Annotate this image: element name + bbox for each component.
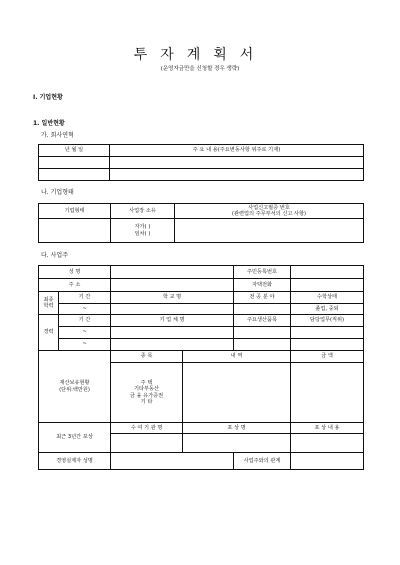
career-duty-value[interactable] [291, 327, 364, 339]
career-period-header: 기 간 [59, 315, 111, 327]
owner-address-label: 주 소 [39, 279, 111, 292]
section-business-owner: 다. 사업주 [41, 252, 68, 259]
award-label: 최근 3년간 포상 [39, 423, 111, 453]
section-company-status: I. 기업현황 [33, 94, 63, 101]
edu-status-value[interactable]: 졸업, 중퇴 [291, 304, 364, 315]
form-col-owner: 사업장 소유 [111, 204, 175, 219]
manager-name-value[interactable] [111, 453, 234, 470]
owner-address-value[interactable] [111, 279, 234, 292]
edu-school-header: 학 교 명 [111, 292, 234, 304]
company-form-table [38, 203, 364, 243]
award-name-value[interactable] [183, 434, 291, 453]
owner-phone-label: 자택전화 [234, 279, 291, 292]
section-general-status: 1. 일반현황 [33, 120, 65, 127]
owner-phone-value[interactable] [291, 279, 364, 292]
assets-item-header: 종 목 [111, 351, 183, 363]
owner-rrn-value[interactable] [291, 266, 364, 279]
owner-name-value[interactable] [111, 266, 234, 279]
history-col-content: 주 요 내 용(주요변동사항 위주로 기재) [110, 145, 364, 157]
form-registration-cell[interactable] [175, 219, 364, 243]
education-label: 최종 학력 [39, 292, 59, 315]
career-duty-value[interactable] [291, 339, 364, 351]
relation-value[interactable] [291, 453, 364, 470]
award-name-header: 포 상 명 [183, 423, 291, 434]
form-col-type: 기업형태 [39, 204, 111, 219]
edu-school-value[interactable] [111, 304, 234, 315]
history-col-date: 년 월 일 [39, 145, 110, 157]
section-company-history: 가. 회사연혁 [41, 132, 74, 139]
history-cell[interactable] [110, 157, 364, 169]
career-company-value[interactable] [111, 339, 234, 351]
edu-major-header: 전 공 분 야 [234, 292, 291, 304]
award-agency-header: 수 여 기 관 명 [111, 423, 183, 434]
career-period-value[interactable]: ~ [59, 327, 111, 339]
career-products-value[interactable] [234, 339, 291, 351]
edu-status-header: 수학상태 [291, 292, 364, 304]
history-cell[interactable] [39, 157, 110, 169]
section-company-form: 나. 기업형태 [41, 189, 74, 196]
career-products-value[interactable] [234, 327, 291, 339]
assets-label: 재산보유현황 (단위:백만원) [39, 351, 111, 423]
document-title: 투자계획서 [133, 47, 267, 63]
edu-major-value[interactable] [234, 304, 291, 315]
career-company-header: 기 업 체 명 [111, 315, 234, 327]
history-table [38, 144, 364, 181]
owner-rrn-label: 주민등록번호 [234, 266, 291, 279]
form-col-registration: 사업신고필증 번호 (관련업의 주무부서의 신고 사항) [175, 204, 364, 219]
career-period-value[interactable]: ~ [59, 339, 111, 351]
assets-amount-header: 금 액 [291, 351, 364, 363]
edu-period-header: 기 간 [59, 292, 111, 304]
manager-name-label: 경영실제자 성명 [39, 453, 111, 470]
award-agency-value[interactable] [111, 434, 183, 453]
award-content-value[interactable] [291, 434, 364, 453]
owner-name-label: 성 명 [39, 266, 111, 279]
career-company-value[interactable] [111, 327, 234, 339]
relation-label: 사업주와의 관계 [234, 453, 291, 470]
history-cell[interactable] [110, 169, 364, 181]
award-content-header: 포 상 내 용 [291, 423, 364, 434]
assets-detail-value[interactable] [183, 363, 291, 423]
edu-period-value[interactable]: ~ [59, 304, 111, 315]
assets-detail-header: 내 역 [183, 351, 291, 363]
document-subtitle: (운영자금만을 신청할 경우 생략) [160, 66, 240, 72]
assets-amount-value[interactable] [291, 363, 364, 423]
career-products-header: 주요생산품목 [234, 315, 291, 327]
form-owner-values[interactable]: 자가( ) 임차( ) [111, 219, 175, 243]
assets-types: 주 택 기타부동산 금 융 유가증권 기 타 [111, 363, 183, 423]
history-cell[interactable] [39, 169, 110, 181]
career-label: 경력 [39, 315, 59, 351]
form-type-cell[interactable] [39, 219, 111, 243]
owner-table [38, 265, 364, 470]
career-duty-header: 담당업무(직위) [291, 315, 364, 327]
